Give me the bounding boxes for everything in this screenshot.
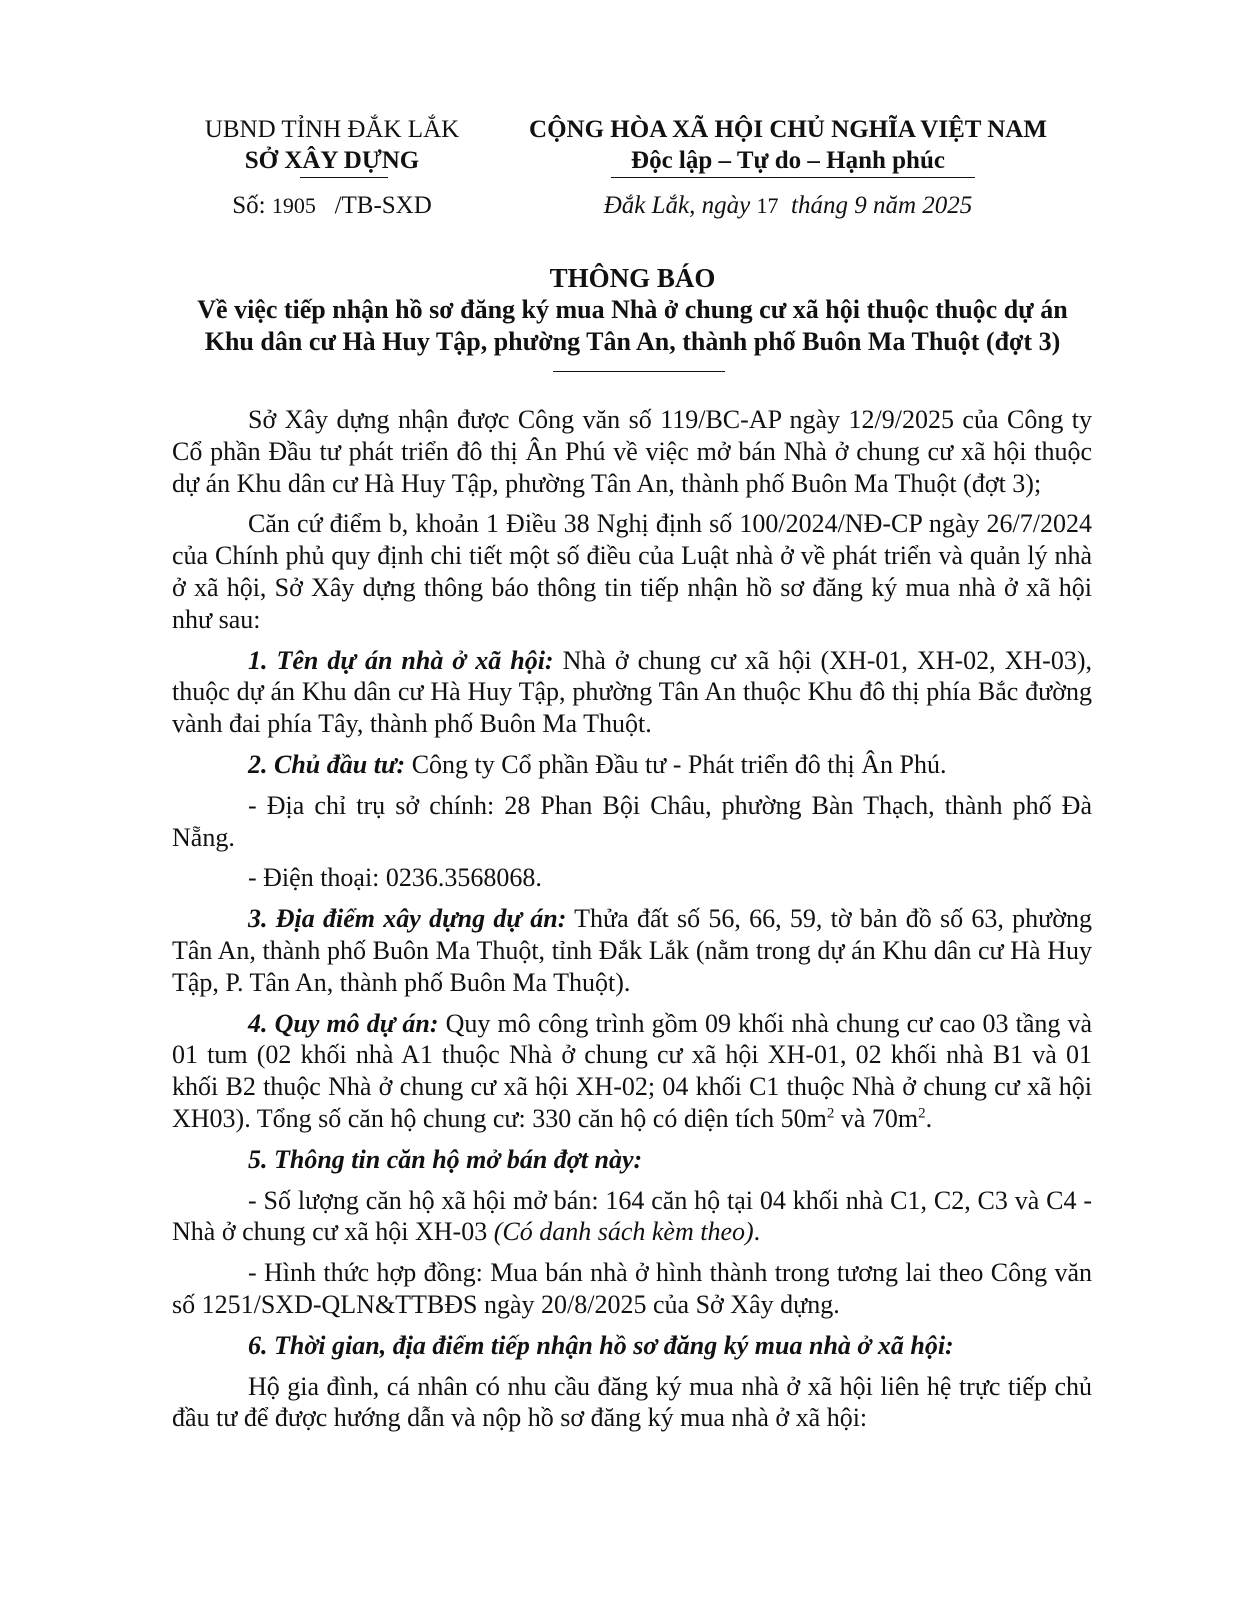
section-1-text: Nhà ở chung cư xã hội (XH-01, XH-02, XH-03), thuộc dự án Khu dân cư Hà Huy Tập, phường Tân An thuộc Khu đô thị phía Bắc đường vành đai phía Tây, thành phố Buôn Ma Thuột.	[172, 645, 1092, 739]
section-4-text: Quy mô công trình gồm 09 khối nhà chung cư cao 03 tầng và 01 tum (02 khối nhà A1 thuộc Nhà ở chung cư xã hội XH-01, 02 khối nhà B1 và 01 khối B2 thuộc Nhà ở chung cư xã hội XH-02; 04 khối C1 thuộc Nhà ở chung cư xã hội XH03). Tổng số căn hộ chung cư: 330 căn hộ có diện tích 50m	[172, 1008, 1092, 1133]
document-number	[172, 190, 492, 221]
subtitle-line-1: Về việc tiếp nhận hồ sơ đăng ký mua Nhà ở chung cư xã hội thuộc thuộc dự án	[197, 295, 1068, 324]
title-block	[160, 262, 1105, 358]
national-header	[478, 114, 1098, 221]
section-4	[172, 1008, 1092, 1135]
title-divider	[553, 371, 725, 372]
investor-phone: - Điện thoại: 0236.3568068.	[248, 863, 542, 893]
section-5-heading	[172, 1144, 1092, 1176]
issuer-organization: UBND TỈNH ĐẮK LẮK	[204, 116, 460, 143]
superscript-1: 2	[826, 1105, 835, 1122]
section-2-text: Công ty Cổ phần Đầu tư - Phát triển đô thị Ân Phú.	[405, 749, 947, 779]
number-value: 1905	[271, 193, 316, 218]
section-6-text: Hộ gia đình, cá nhân có nhu cầu đăng ký mua nhà ở xã hội liên hệ trực tiếp chủ đầu tư để được hướng dẫn và nộp hồ sơ đăng ký mua nhà ở xã hội:	[172, 1371, 1092, 1433]
nation-name: CỘNG HÒA XÃ HỘI CHỦ NGHĨA VIỆT NAM	[529, 116, 1047, 143]
sale-quantity	[172, 1185, 1092, 1249]
document-title: THÔNG BÁO	[549, 263, 716, 293]
section-6-heading	[172, 1330, 1092, 1362]
section-3-text: Thửa đất số 56, 66, 59, tờ bản đồ số 63, phường Tân An, thành phố Buôn Ma Thuột, tỉnh Đắk Lắk (nằm trong dự án Khu dân cư Hà Huy Tập, P. Tân An, thành phố Buôn Ma Thuột).	[172, 904, 1092, 997]
date-day: 17	[756, 193, 779, 218]
section-2-label: 2. Chủ đầu tư:	[248, 749, 406, 779]
department-underline	[300, 177, 388, 178]
section-5-label: 5. Thông tin căn hộ mở bán đợt này:	[248, 1144, 643, 1174]
attachment-note: (Có danh sách kèm theo)	[493, 1217, 754, 1247]
section-2	[172, 749, 1092, 781]
date-prefix: Đắk Lắk, ngày	[603, 192, 757, 219]
date-suffix: tháng 9 năm 2025	[791, 192, 973, 219]
contract-form: - Hình thức hợp đồng: Mua bán nhà ở hình thành trong tương lai theo Công văn số 1251/SXD-QLN&TTBĐS ngày 20/8/2025 của Sở Xây dựng.	[172, 1258, 1092, 1319]
section-1-label: 1. Tên dự án nhà ở xã hội:	[248, 645, 554, 675]
section-4-mid: và 70m	[834, 1103, 919, 1133]
number-suffix: /TB-SXD	[334, 192, 432, 219]
document-body	[172, 404, 1092, 1443]
intro-paragraph: Sở Xây dựng nhận được Công văn số 119/BC-AP ngày 12/9/2025 của Công ty Cổ phần Đầu tư phát triển đô thị Ân Phú về việc mở bán Nhà ở chung cư xã hội thuộc dự án Khu dân cư Hà Huy Tập, phường Tân An, thành phố Buôn Ma Thuột (đợt 3);	[172, 405, 1092, 498]
section-3-label: 3. Địa điểm xây dựng dự án:	[248, 904, 567, 934]
national-motto: Độc lập – Tự do – Hạnh phúc	[631, 147, 945, 174]
motto-underline	[611, 177, 975, 178]
legal-basis-paragraph: Căn cứ điểm b, khoản 1 Điều 38 Nghị định số 100/2024/NĐ-CP ngày 26/7/2024 của Chính phủ quy định chi tiết một số điều của Luật nhà ở về phát triển và quản lý nhà ở xã hội, Sở Xây dựng thông báo thông tin tiếp nhận hồ sơ đăng ký mua nhà ở xã hội như sau:	[172, 509, 1092, 634]
issuer-block	[172, 114, 492, 221]
section-6-label: 6. Thời gian, địa điểm tiếp nhận hồ sơ đăng ký mua nhà ở xã hội:	[248, 1330, 954, 1360]
number-prefix: Số:	[232, 192, 272, 219]
investor-address: - Địa chỉ trụ sở chính: 28 Phan Bội Châu, phường Bàn Thạch, thành phố Đà Nẵng.	[172, 790, 1092, 852]
issuer-department: SỞ XÂY DỰNG	[244, 147, 420, 174]
section-4-label: 4. Quy mô dự án:	[248, 1008, 439, 1038]
sale-quantity-text: - Số lượng căn hộ xã hội mở bán: 164 căn hộ tại 04 khối nhà C1, C2, C3 và C4 - Nhà ở chung cư xã hội XH-03	[172, 1185, 1092, 1247]
document-date	[478, 190, 1098, 221]
section-4-end: .	[925, 1103, 933, 1133]
subtitle-line-2: Khu dân cư Hà Huy Tập, phường Tân An, thành phố Buôn Ma Thuột (đợt 3)	[204, 327, 1061, 356]
section-1	[172, 645, 1092, 740]
section-3	[172, 903, 1092, 998]
superscript-2: 2	[918, 1105, 926, 1122]
sale-quantity-end: .	[753, 1217, 761, 1247]
